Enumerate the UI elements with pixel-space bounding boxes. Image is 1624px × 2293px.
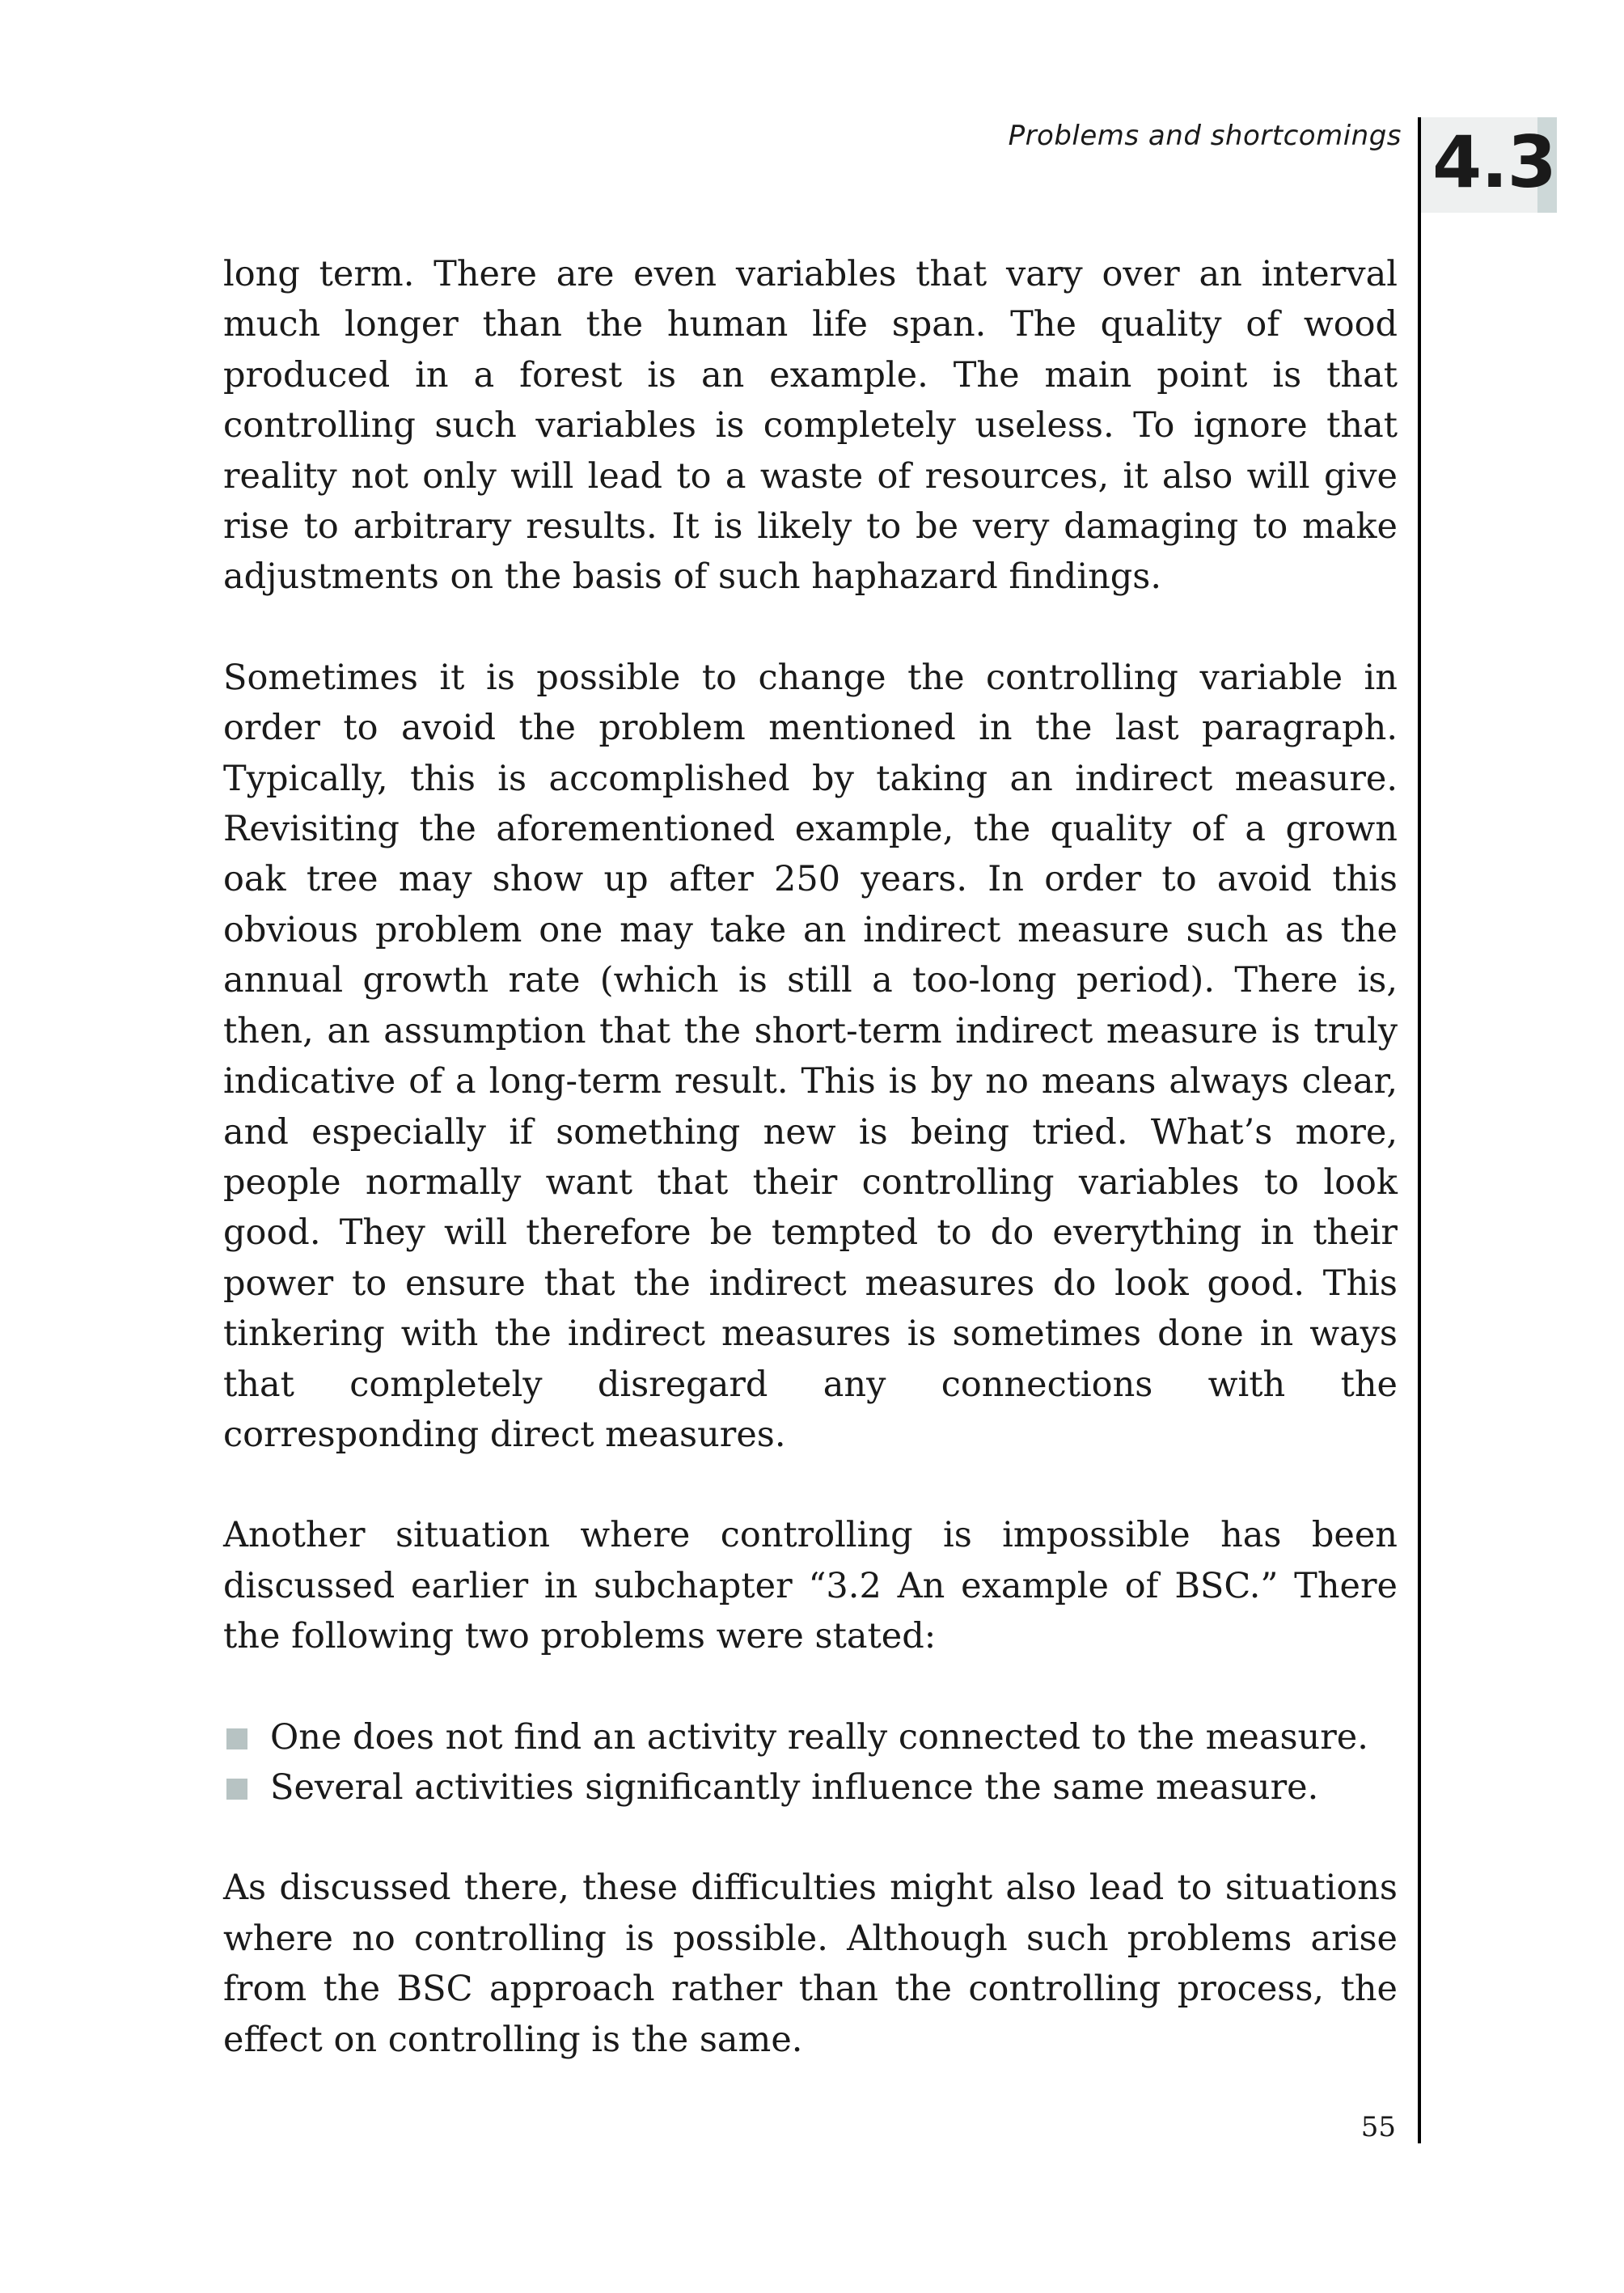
margin-vertical-rule xyxy=(1418,117,1421,2143)
paragraph: Another situation where controlling is impossible has been discussed earlier in subchapter “3.2 An example of BSC.” There the following two problems were stated: xyxy=(223,1515,1398,1657)
square-bullet-icon xyxy=(226,1728,247,1749)
paragraph: As discussed there, these difficulties might also lead to situations where no controlling is possible. Although such problems arise from the BSC approach rather than the controlling process, the effect on controlling is the same. xyxy=(223,1868,1398,2060)
body-text xyxy=(223,249,1398,2115)
bullet-text: Several activities significantly influence the same measure. xyxy=(270,1766,1319,1808)
bullet-list xyxy=(223,1712,1398,1813)
bullet-item xyxy=(223,1712,1398,1762)
bullet-item xyxy=(223,1762,1398,1813)
paragraph: Sometimes it is possible to change the controlling variable in order to avoid the problem mentioned in the last paragraph. Typically, this is accomplished by taking an indirect measure. Revisiting the aforementioned example, the quality of a grown oak tree may show up after 250 years. In order to avoid this obvious problem one may take an indirect measure such as the annual growth rate (which is still a too-long period). There is, then, an assumption that the short-term indirect measure is truly indicative of a long-term result. This is by no means always clear, and especially if something new is being tried. What’s more, people normally want that their controlling variables to look good. They will therefore be tempted to do everything in their power to ensure that the indirect measures do look good. This tinkering with the indirect measures is sometimes done in ways that completely disregard any connections with the corresponding direct measures. xyxy=(223,657,1398,1455)
square-bullet-icon xyxy=(226,1779,247,1800)
page-number: 55 xyxy=(1360,2111,1396,2143)
paragraph: long term. There are even variables that vary over an interval much longer than the human life span. The quality of wood produced in a forest is an example. The main point is that controlling such variables is completely useless. To ignore that reality not only will lead to a waste of resources, it also will give rise to arbitrary results. It is likely to be very damaging to make adjustments on the basis of such haphazard findings. xyxy=(223,254,1398,598)
chapter-tab xyxy=(1421,117,1557,213)
running-header-title: Problems and shortcomings xyxy=(1008,120,1402,152)
bullet-text: One does not find an activity really connected to the measure. xyxy=(270,1716,1368,1758)
chapter-number: 4.3 xyxy=(1432,121,1556,204)
